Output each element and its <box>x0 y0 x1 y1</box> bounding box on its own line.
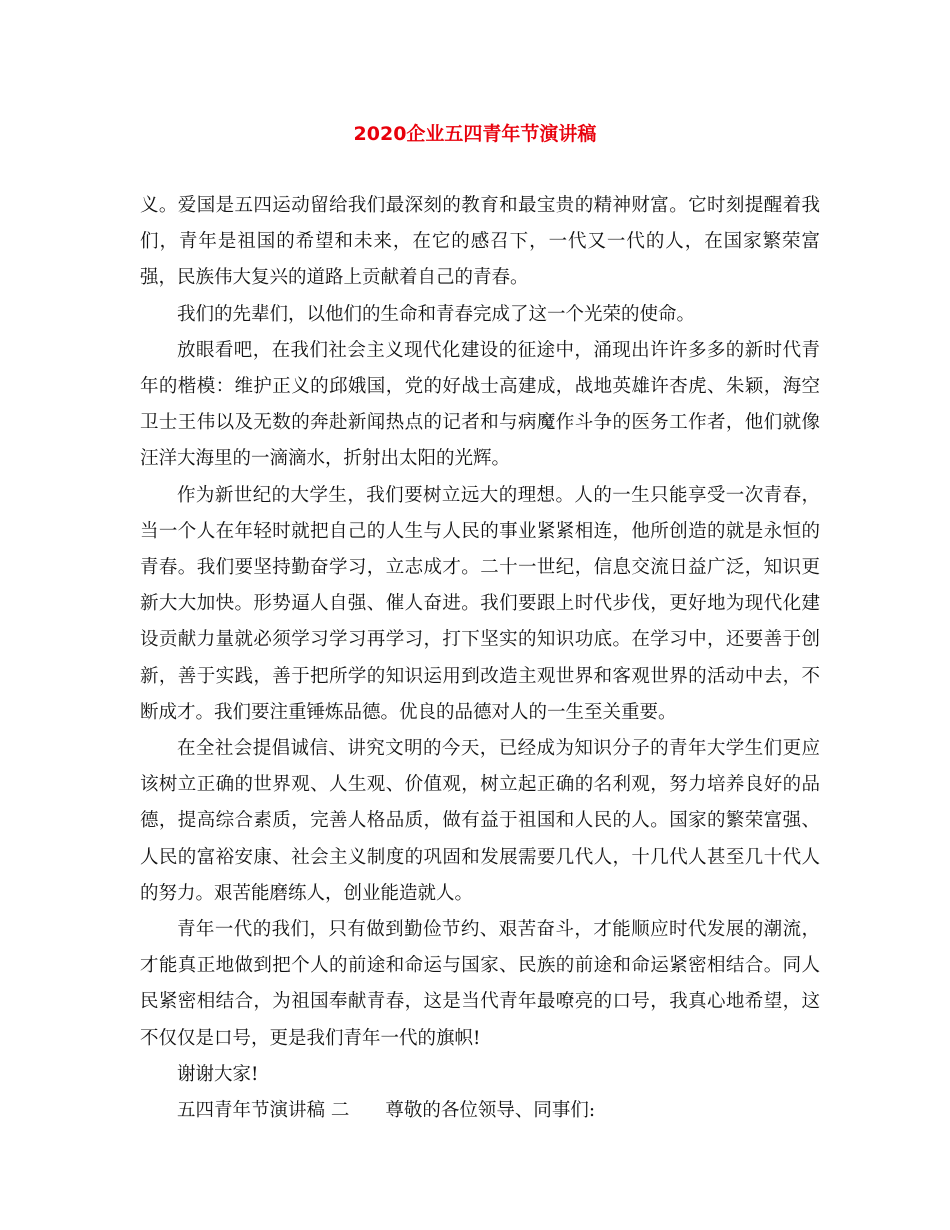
paragraph: 义。爱国是五四运动留给我们最深刻的教育和最宝贵的精神财富。它时刻提醒着我们，青年是祖国的希望和未来，在它的感召下，一代又一代的人，在国家繁荣富强，民族伟大复兴的道路上贡献着自己的青春。 <box>140 195 820 289</box>
salutation: 尊敬的各位领导、同事们: <box>385 1100 596 1122</box>
paragraph: 作为新世纪的大学生，我们要树立远大的理想。人的一生只能享受一次青春，当一个人在年轻时就把自己的人生与人民的事业紧紧相连，他所创造的就是永恒的青春。我们要坚持勤奋学习，立志成才。二十一世纪，信息交流日益广泛，知识更新大大加快。形势逼人自强、催人奋进。我们要跟上时代步伐，更好地为现代化建设贡献力量就必须学习学习再学习，打下坚实的知识功底。在学习中，还要善于创新，善于实践，善于把所学的知识运用到改造主观世界和客观世界的活动中去，不断成才。我们要注重锤炼品德。优良的品德对人的一生至关重要。 <box>140 484 820 723</box>
paragraph: 我们的先辈们，以他们的生命和青春完成了这一个光荣的使命。 <box>177 303 696 325</box>
paragraph: 谢谢大家! <box>177 1063 259 1085</box>
document-body <box>140 188 820 1129</box>
paragraph: 放眼看吧，在我们社会主义现代化建设的征途中，涌现出许许多多的新时代青年的楷模：维护正义的邱娥国，党的好战士高建成，战地英雄许杏虎、朱颖，海空卫士王伟以及无数的奔赴新闻热点的记者和与病魔作斗争的医务工作者，他们就像汪洋大海里的一滴滴水，折射出太阳的光辉。 <box>140 339 820 470</box>
closing-line <box>140 1093 820 1129</box>
paragraph: 在全社会提倡诚信、讲究文明的今天，已经成为知识分子的青年大学生们更应该树立正确的世界观、人生观、价值观，树立起正确的名利观，努力培养良好的品德，提高综合素质，完善人格品质，做有益于祖国和人民的人。国家的繁荣富强、人民的富裕安康、社会主义制度的巩固和发展需要几代人，十几代人甚至几十代人的努力。艰苦能磨练人，创业能造就人。 <box>140 738 820 904</box>
paragraph: 青年一代的我们，只有做到勤俭节约、艰苦奋斗，才能顺应时代发展的潮流，才能真正地做到把个人的前途和命运与国家、民族的前途和命运紧密相结合。同人民紧密相结合，为祖国奉献青春，这是当代青年最嘹亮的口号，我真心地希望，这不仅仅是口号，更是我们青年一代的旗帜! <box>140 919 820 1049</box>
second-speech-heading: 五四青年节演讲稿 二 <box>177 1100 350 1122</box>
document-title: 2020企业五四青年节演讲稿 <box>353 123 597 145</box>
